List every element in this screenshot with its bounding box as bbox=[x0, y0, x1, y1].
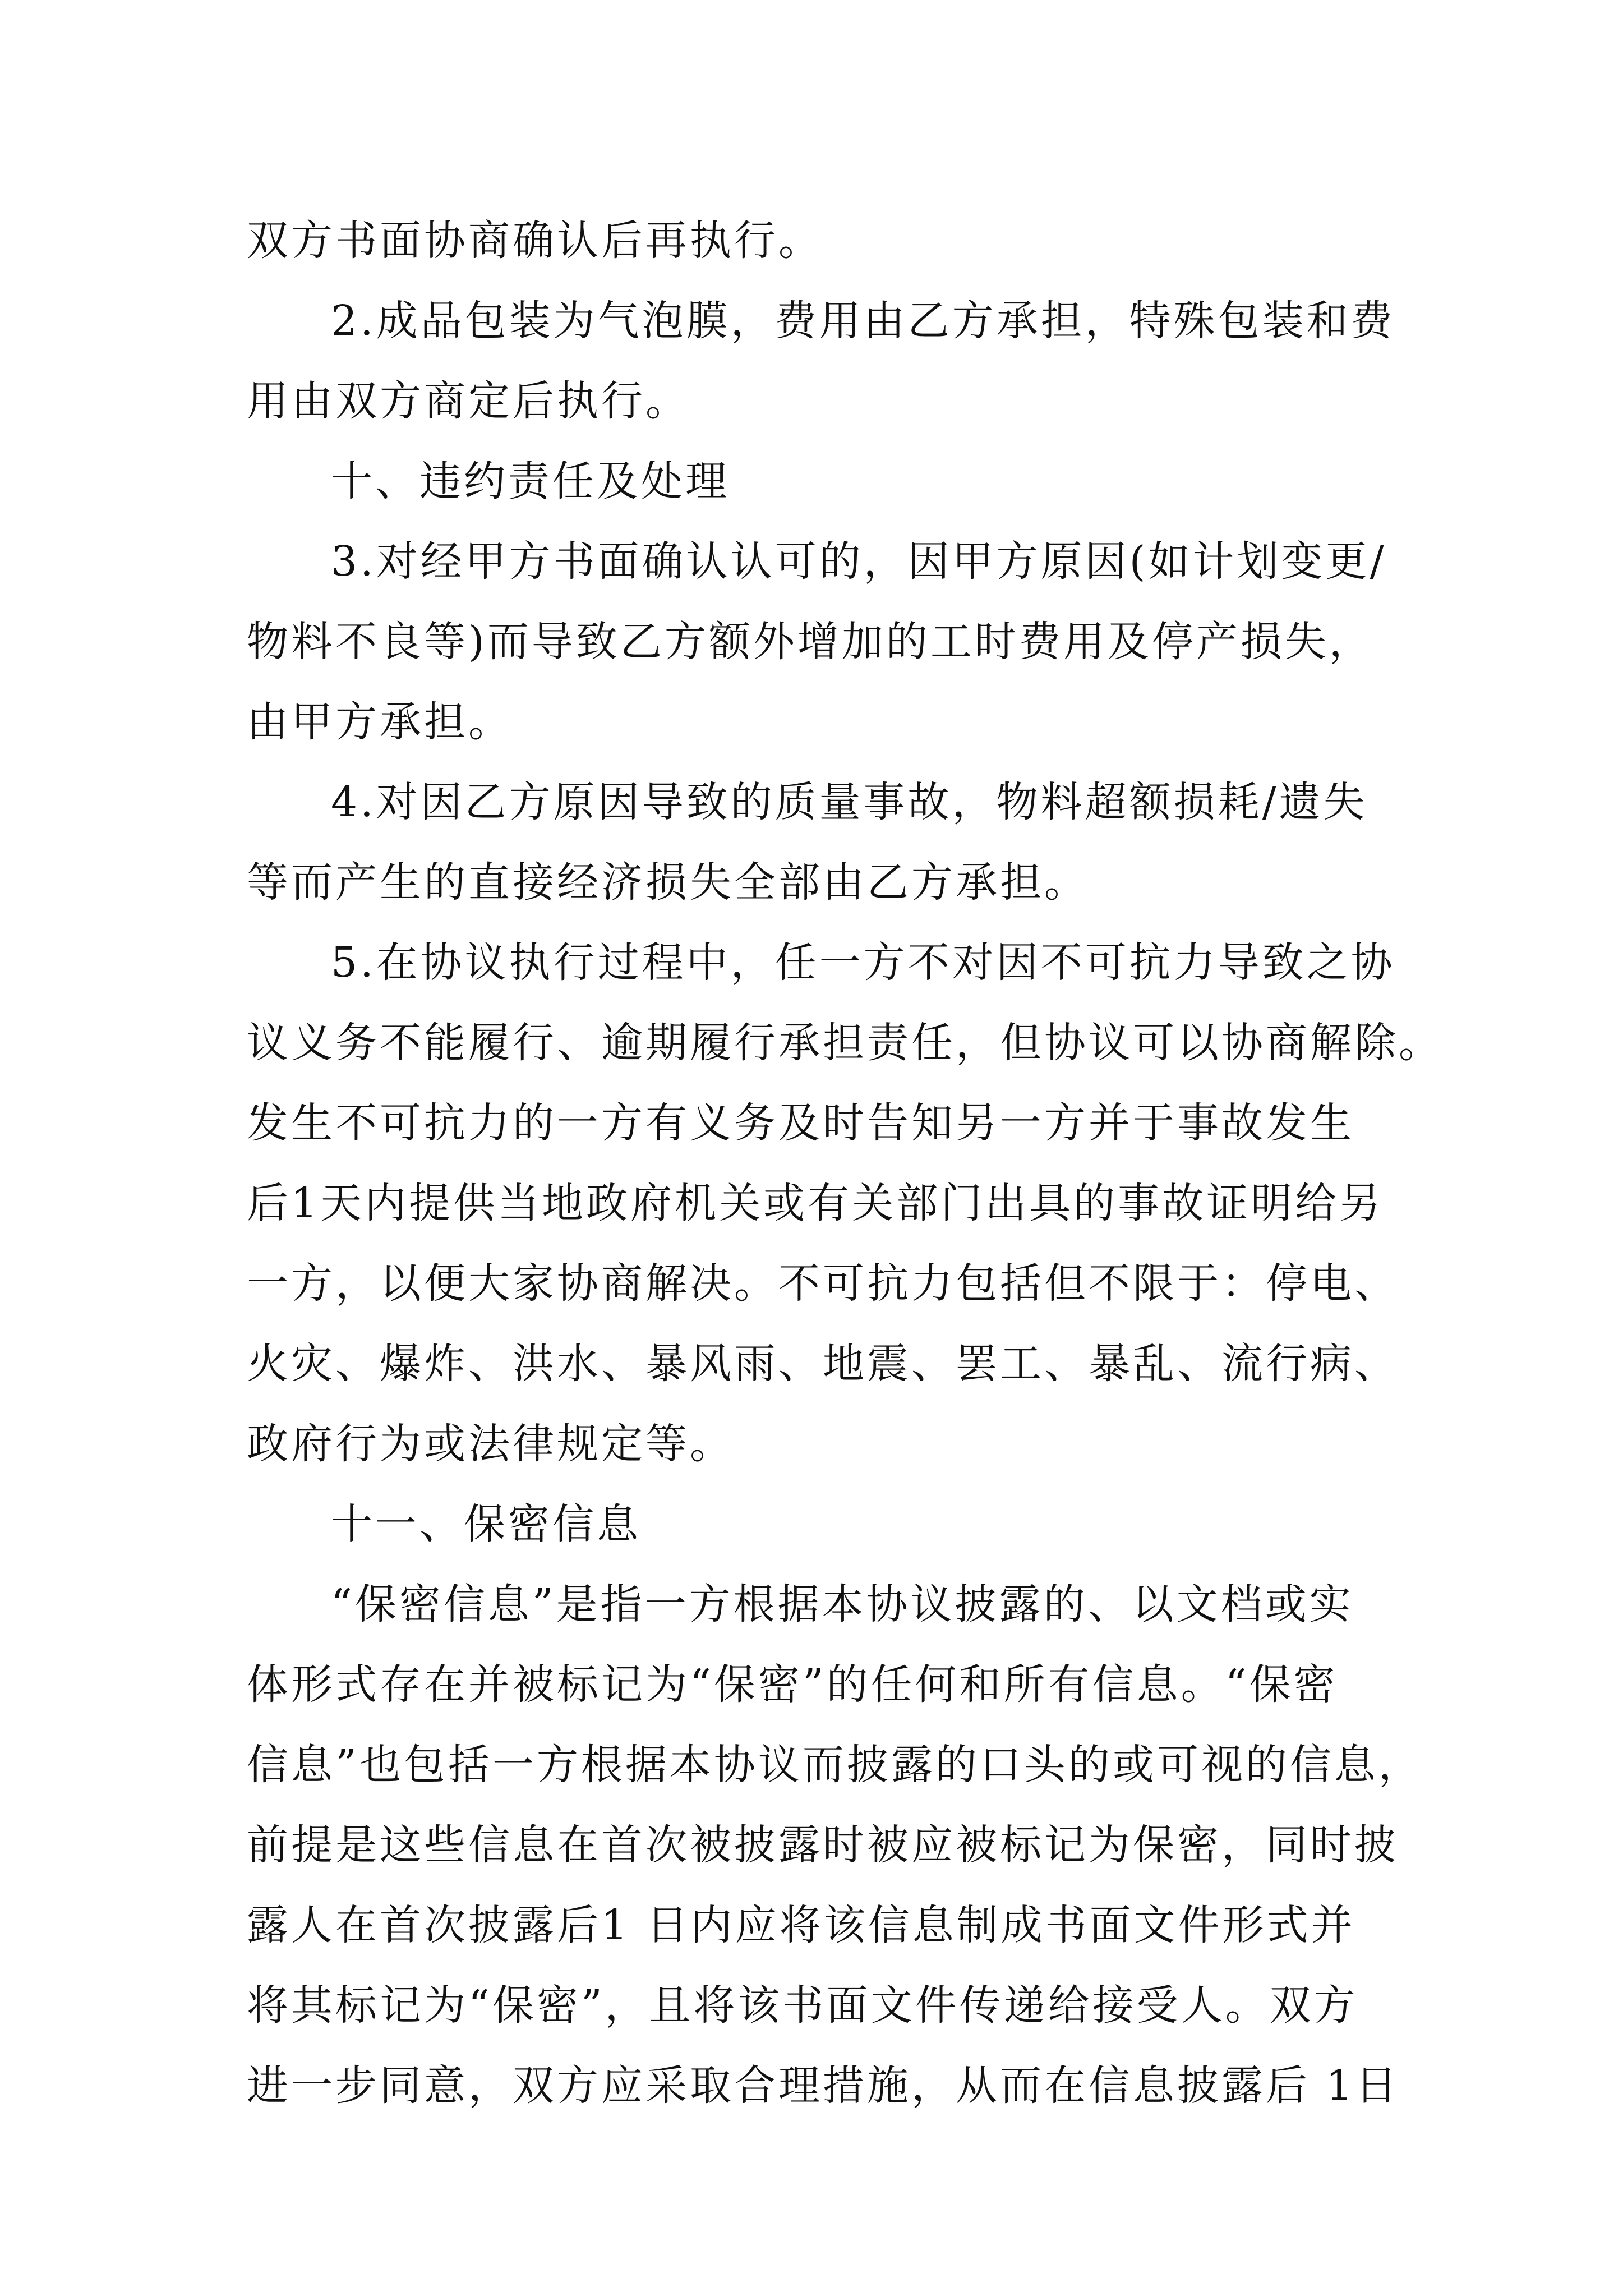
text-line-18: “保密信息”是指一方根据本协议披露的、以文档或实 bbox=[331, 1580, 1354, 1628]
text-line-8: 4.对因乙方原因导致的质量事故，物料超额损耗/遗失 bbox=[331, 778, 1368, 826]
text-line-5: 3.对经甲方书面确认认可的，因甲方原因(如计划变更/ bbox=[331, 537, 1387, 586]
text-line-11: 议义务不能履行、逾期履行承担责任，但协议可以协商解除。 bbox=[247, 1019, 1443, 1067]
text-line-24: 进一步同意，双方应采取合理措施，从而在信息披露后 1日 bbox=[247, 2062, 1400, 2110]
text-line-20: 信息”也包括一方根据本协议而披露的口头的或可视的信息， bbox=[247, 1741, 1423, 1789]
text-line-7: 由甲方承担。 bbox=[247, 698, 513, 746]
section-heading-10: 十、违约责任及处理 bbox=[331, 457, 730, 505]
text-line-15: 火灾、爆炸、洪水、暴风雨、地震、罢工、暴乱、流行病、 bbox=[247, 1340, 1399, 1388]
text-line-6: 物料不良等)而导致乙方额外增加的工时费用及停产损失， bbox=[247, 618, 1373, 666]
text-line-16: 政府行为或法律规定等。 bbox=[247, 1420, 734, 1468]
text-line-22: 露人在首次披露后1 日内应将该信息制成书面文件形式并 bbox=[247, 1901, 1355, 1949]
text-line-21: 前提是这些信息在首次被披露时被应被标记为保密，同时披 bbox=[247, 1821, 1399, 1869]
section-heading-11: 十一、保密信息 bbox=[331, 1500, 641, 1548]
text-line-19: 体形式存在并被标记为“保密”的任何和所有信息。“保密 bbox=[247, 1660, 1338, 1709]
text-line-23: 将其标记为“保密”，且将该书面文件传递给接受人。双方 bbox=[247, 1981, 1358, 2030]
text-line-9: 等而产生的直接经济损失全部由乙方承担。 bbox=[247, 858, 1089, 907]
text-line-12: 发生不可抗力的一方有义务及时告知另一方并于事故发生 bbox=[247, 1099, 1354, 1147]
text-line-2: 2.成品包装为气泡膜，费用由乙方承担，特殊包装和费 bbox=[331, 297, 1395, 345]
text-line-13: 后1天内提供当地政府机关或有关部门出具的事故证明给另 bbox=[247, 1179, 1384, 1227]
text-line-14: 一方，以便大家协商解决。不可抗力包括但不限于：停电、 bbox=[247, 1259, 1399, 1308]
text-line-3: 用由双方商定后执行。 bbox=[247, 377, 690, 425]
text-line-1: 双方书面协商确认后再执行。 bbox=[247, 217, 823, 265]
text-line-10: 5.在协议执行过程中，任一方不对因不可抗力导致之协 bbox=[331, 938, 1395, 987]
